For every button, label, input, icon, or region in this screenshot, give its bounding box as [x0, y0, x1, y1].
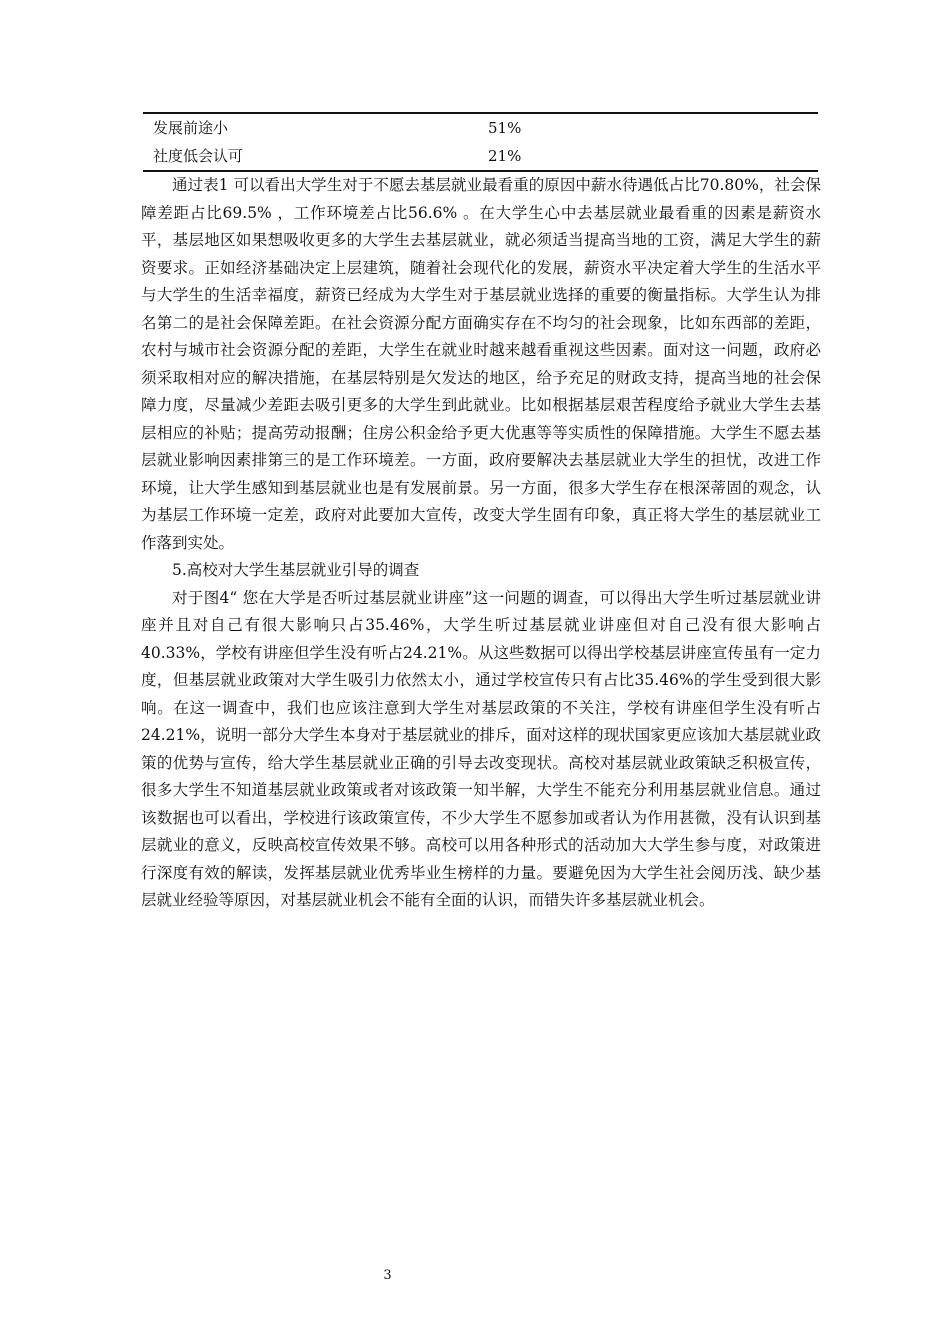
table-row	[143, 114, 818, 142]
body-text	[141, 172, 821, 915]
section-heading: 5.高校对大学生基层就业引导的调查	[172, 561, 420, 579]
paragraph: 通过表1 可以看出大学生对于不愿去基层就业最看重的原因中薪水待遇低占比70.80%，社会保障差距占比69.5% ，工作环境差占比56.6% 。在大学生心中去基层就业最看重的因素是薪资水平，基层地区如果想吸收更多的大学生去基层就业，就必须适当提高当地的工资，满足大学生的薪资要求。正如经济基础决定上层建筑，随着社会现代化的发展，薪资水平决定着大学生的生活水平与大学生的生活幸福度，薪资已经成为大学生对于基层就业选择的重要的衡量指标。大学生认为排名第二的是社会保障差距。在社会资源分配方面确实存在不均匀的社会现象，比如东西部的差距，农村与城市社会资源分配的差距，大学生在就业时越来越看重视这些因素。面对这一问题，政府必须采取相对应的解决措施，在基层特别是欠发达的地区，给予充足的财政支持，提高当地的社会保障力度，尽量减少差距去吸引更多的大学生到此就业。比如根据基层艰苦程度给予就业大学生去基层相应的补贴；提高劳动报酬；住房公积金给予更大优惠等等实质性的保障措施。大学生不愿去基层就业影响因素排第三的是工作环境差。一方面，政府要解决去基层就业大学生的担忧，改进工作环境，让大学生感知到基层就业也是有发展前景。另一方面，很多大学生存在根深蒂固的观念，认为基层工作环境一定差，政府对此要加大宣传，改变大学生固有印象，真正将大学生的基层就业工作落到实处。	[141, 176, 821, 552]
page-number: 3	[383, 1268, 392, 1283]
table-cell-label: 社度低会认可	[153, 147, 244, 165]
table-cell-label: 发展前途小	[153, 119, 229, 137]
table-cell-value: 21%	[488, 147, 522, 165]
table-row	[143, 142, 818, 170]
paragraph: 对于图4“ 您在大学是否听过基层就业讲座”这一问题的调查，可以得出大学生听过基层就业讲座并且对自己有很大影响只占35.46%，大学生听过基层就业讲座但对自己没有很大影响占40.33%，学校有讲座但学生没有听占24.21%。从这些数据可以得出学校基层讲座宣传虽有一定力度，但基层就业政策对大学生吸引力依然太小，通过学校宣传只有占比35.46%的学生受到很大影响。在这一调查中，我们也应该注意到大学生对基层政策的不关注，学校有讲座但学生没有听占24.21%，说明一部分大学生本身对于基层就业的排斥，面对这样的现状国家更应该加大基层就业政策的优势与宣传，给大学生基层就业正确的引导去改变现状。高校对基层就业政策缺乏积极宣传，很多大学生不知道基层就业政策或者对该政策一知半解，大学生不能充分利用基层就业信息。通过该数据也可以看出，学校进行该政策宣传，不少大学生不愿参加或者认为作用甚微，没有认识到基层就业的意义，反映高校宣传效果不够。高校可以用各种形式的活动加大大学生参与度，对政策进行深度有效的解读，发挥基层就业优秀毕业生榜样的力量。要避免因为大学生社会阅历浅、缺少基层就业经验等原因，对基层就业机会不能有全面的认识，而错失许多基层就业机会。	[141, 588, 821, 909]
table-cell-value: 51%	[488, 119, 522, 137]
data-table	[143, 112, 818, 172]
